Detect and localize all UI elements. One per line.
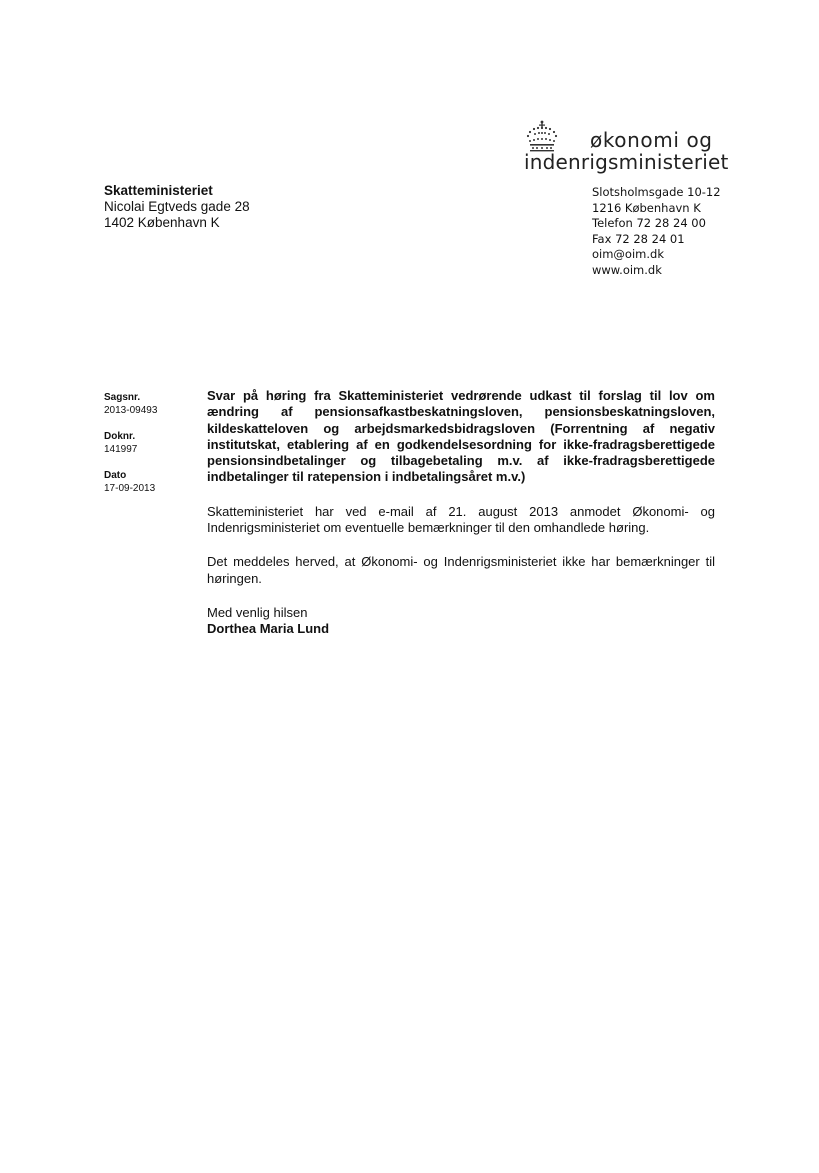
recipient-street: Nicolai Egtveds gade 28: [104, 199, 250, 214]
recipient-name: Skatteministeriet: [104, 183, 213, 198]
letter-closing: Med venlig hilsen: [207, 604, 308, 620]
date-label: Dato: [104, 470, 127, 481]
logo-text-line1: økonomi og: [590, 128, 713, 152]
logo-text-line2: indenrigsministeriet: [524, 150, 729, 174]
sender-street: Slotsholmsgade 10-12: [592, 185, 721, 199]
sender-address: [592, 185, 721, 279]
recipient-address: [104, 183, 250, 231]
ministry-logo: [524, 120, 729, 176]
case-number-block: [104, 391, 157, 417]
sender-phone: Telefon 72 28 24 00: [592, 216, 706, 231]
document-number-label: Doknr.: [104, 431, 136, 442]
letter-body: [207, 388, 715, 638]
recipient-city: 1402 København K: [104, 215, 220, 230]
sender-email: oim@oim.dk: [592, 247, 664, 262]
letter-paragraph: Det meddeles herved, at Økonomi- og Indenrigsministeriet ikke har bemærkninger til høringen.: [207, 554, 715, 586]
crown-icon: [524, 120, 560, 152]
document-meta: [104, 391, 157, 508]
document-number-block: [104, 430, 157, 456]
sender-fax: Fax 72 28 24 01: [592, 231, 685, 246]
sender-web: www.oim.dk: [592, 262, 662, 277]
date-block: [104, 469, 157, 495]
letter-signature: Dorthea Maria Lund: [207, 621, 330, 637]
case-number-label: Sagsnr.: [104, 392, 141, 403]
sender-city: 1216 København K: [592, 200, 701, 215]
case-number-value: 2013-09493: [104, 405, 158, 416]
date-value: 17-09-2013: [104, 483, 156, 494]
document-number-value: 141997: [104, 444, 138, 455]
letter-subject: Svar på høring fra Skatteministeriet vedrørende udkast til forslag til lov om ændring af pensionsafkastbeskatningsloven, pensionsbeskatningsloven, kildeskatteloven og arbejdsmarkedsbidragsloven (Forrentning af negativ institutskat, etablering af en godkendelsesordning for ikke-fradragsberettigede pensionsindbetalinger og tilbagebetaling m.v. af ikke-fradragsberettigede indbetalinger til ratepension i indbetalingsåret m.v.): [207, 388, 715, 485]
letter-paragraph: Skatteministeriet har ved e-mail af 21. august 2013 anmodet Økonomi- og Indenrigsministeriet om eventuelle bemærkninger til den omhandlede høring.: [207, 503, 715, 536]
